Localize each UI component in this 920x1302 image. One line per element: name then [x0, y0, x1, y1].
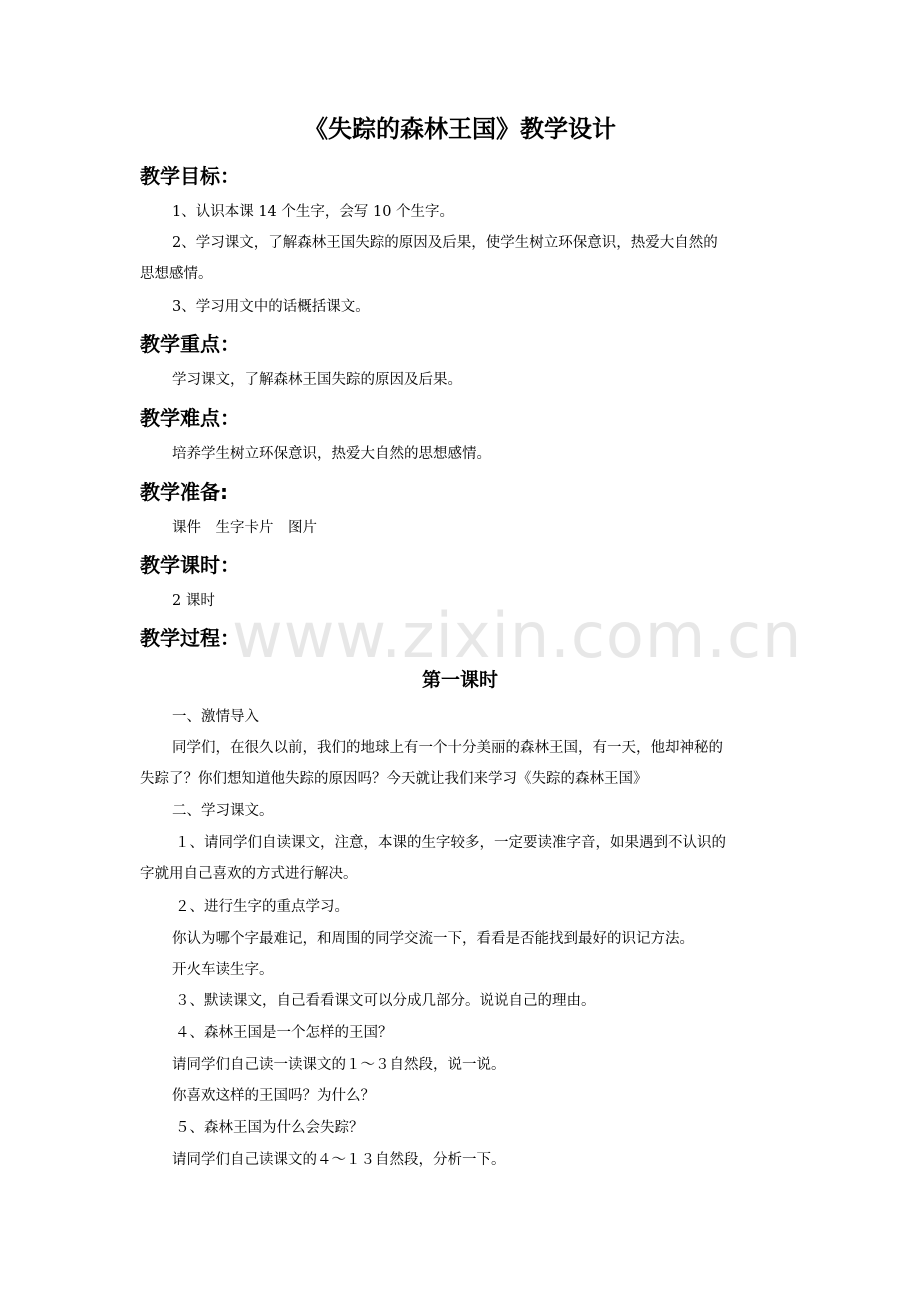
preparation-text: 课件 生字卡片 图片 [172, 520, 317, 536]
heading-goals: 教学目标： [140, 164, 240, 188]
document-title: 《失踪的森林王国》教学设计 [304, 115, 616, 143]
lesson-line: ３、默读课文，自己看看课文可以分成几部分。说说自己的理由。 [175, 993, 596, 1009]
goal-item-3: 3、学习用文中的话概括课文。 [172, 299, 370, 315]
heading-difficulty: 教学难点： [140, 406, 240, 430]
lesson-line: 你喜欢这样的王国吗？为什么？ [172, 1088, 375, 1104]
lesson-line: ４、森林王国是一个怎样的王国？ [175, 1025, 393, 1041]
heading-preparation: 教学准备: [140, 480, 228, 504]
difficulty-text: 培养学生树立环保意识，热爱大自然的思想感情。 [172, 446, 491, 462]
lesson-line: 一、激情导入 [172, 709, 259, 725]
lesson-line: 二、学习课文。 [172, 803, 274, 819]
key-point-text: 学习课文，了解森林王国失踪的原因及后果。 [172, 372, 462, 388]
lesson-line: １、请同学们自读课文，注意，本课的生字较多，一定要读准字音，如果遇到不认识的 [175, 835, 726, 851]
lesson-line: 你认为哪个字最难记，和周围的同学交流一下，看看是否能找到最好的识记方法。 [172, 931, 694, 947]
goal-item-2-cont: 思想感情。 [140, 266, 213, 282]
lesson-line: 字就用自己喜欢的方式进行解决。 [140, 866, 358, 882]
lesson-line: 开火车读生字。 [172, 962, 274, 978]
lesson-1-title: 第一课时 [421, 669, 498, 691]
heading-key-point: 教学重点： [140, 332, 240, 356]
lesson-line: 请同学们自己读课文的４～１３自然段，分析一下。 [172, 1152, 506, 1168]
lesson-line: 失踪了？你们想知道他失踪的原因吗？今天就让我们来学习《失踪的森林王国》 [140, 771, 648, 787]
lesson-line: 同学们，在很久以前，我们的地球上有一个十分美丽的森林王国，有一天，他却神秘的 [172, 740, 723, 756]
goal-item-2: 2、学习课文，了解森林王国失踪的原因及后果，使学生树立环保意识，热爱大自然的 [172, 235, 718, 251]
lesson-line: 请同学们自己读一读课文的１～３自然段，说一说。 [172, 1057, 506, 1073]
lesson-line: ５、森林王国为什么会失踪？ [175, 1120, 364, 1136]
lesson-line: ２、进行生字的重点学习。 [175, 899, 349, 915]
heading-process: 教学过程： [140, 626, 240, 650]
watermark: www.zixin.com.cn [232, 599, 803, 672]
periods-text: 2 课时 [172, 593, 215, 609]
heading-periods: 教学课时： [140, 553, 240, 577]
goal-item-1: 1、认识本课 14 个生字，会写 10 个生字。 [172, 204, 455, 220]
